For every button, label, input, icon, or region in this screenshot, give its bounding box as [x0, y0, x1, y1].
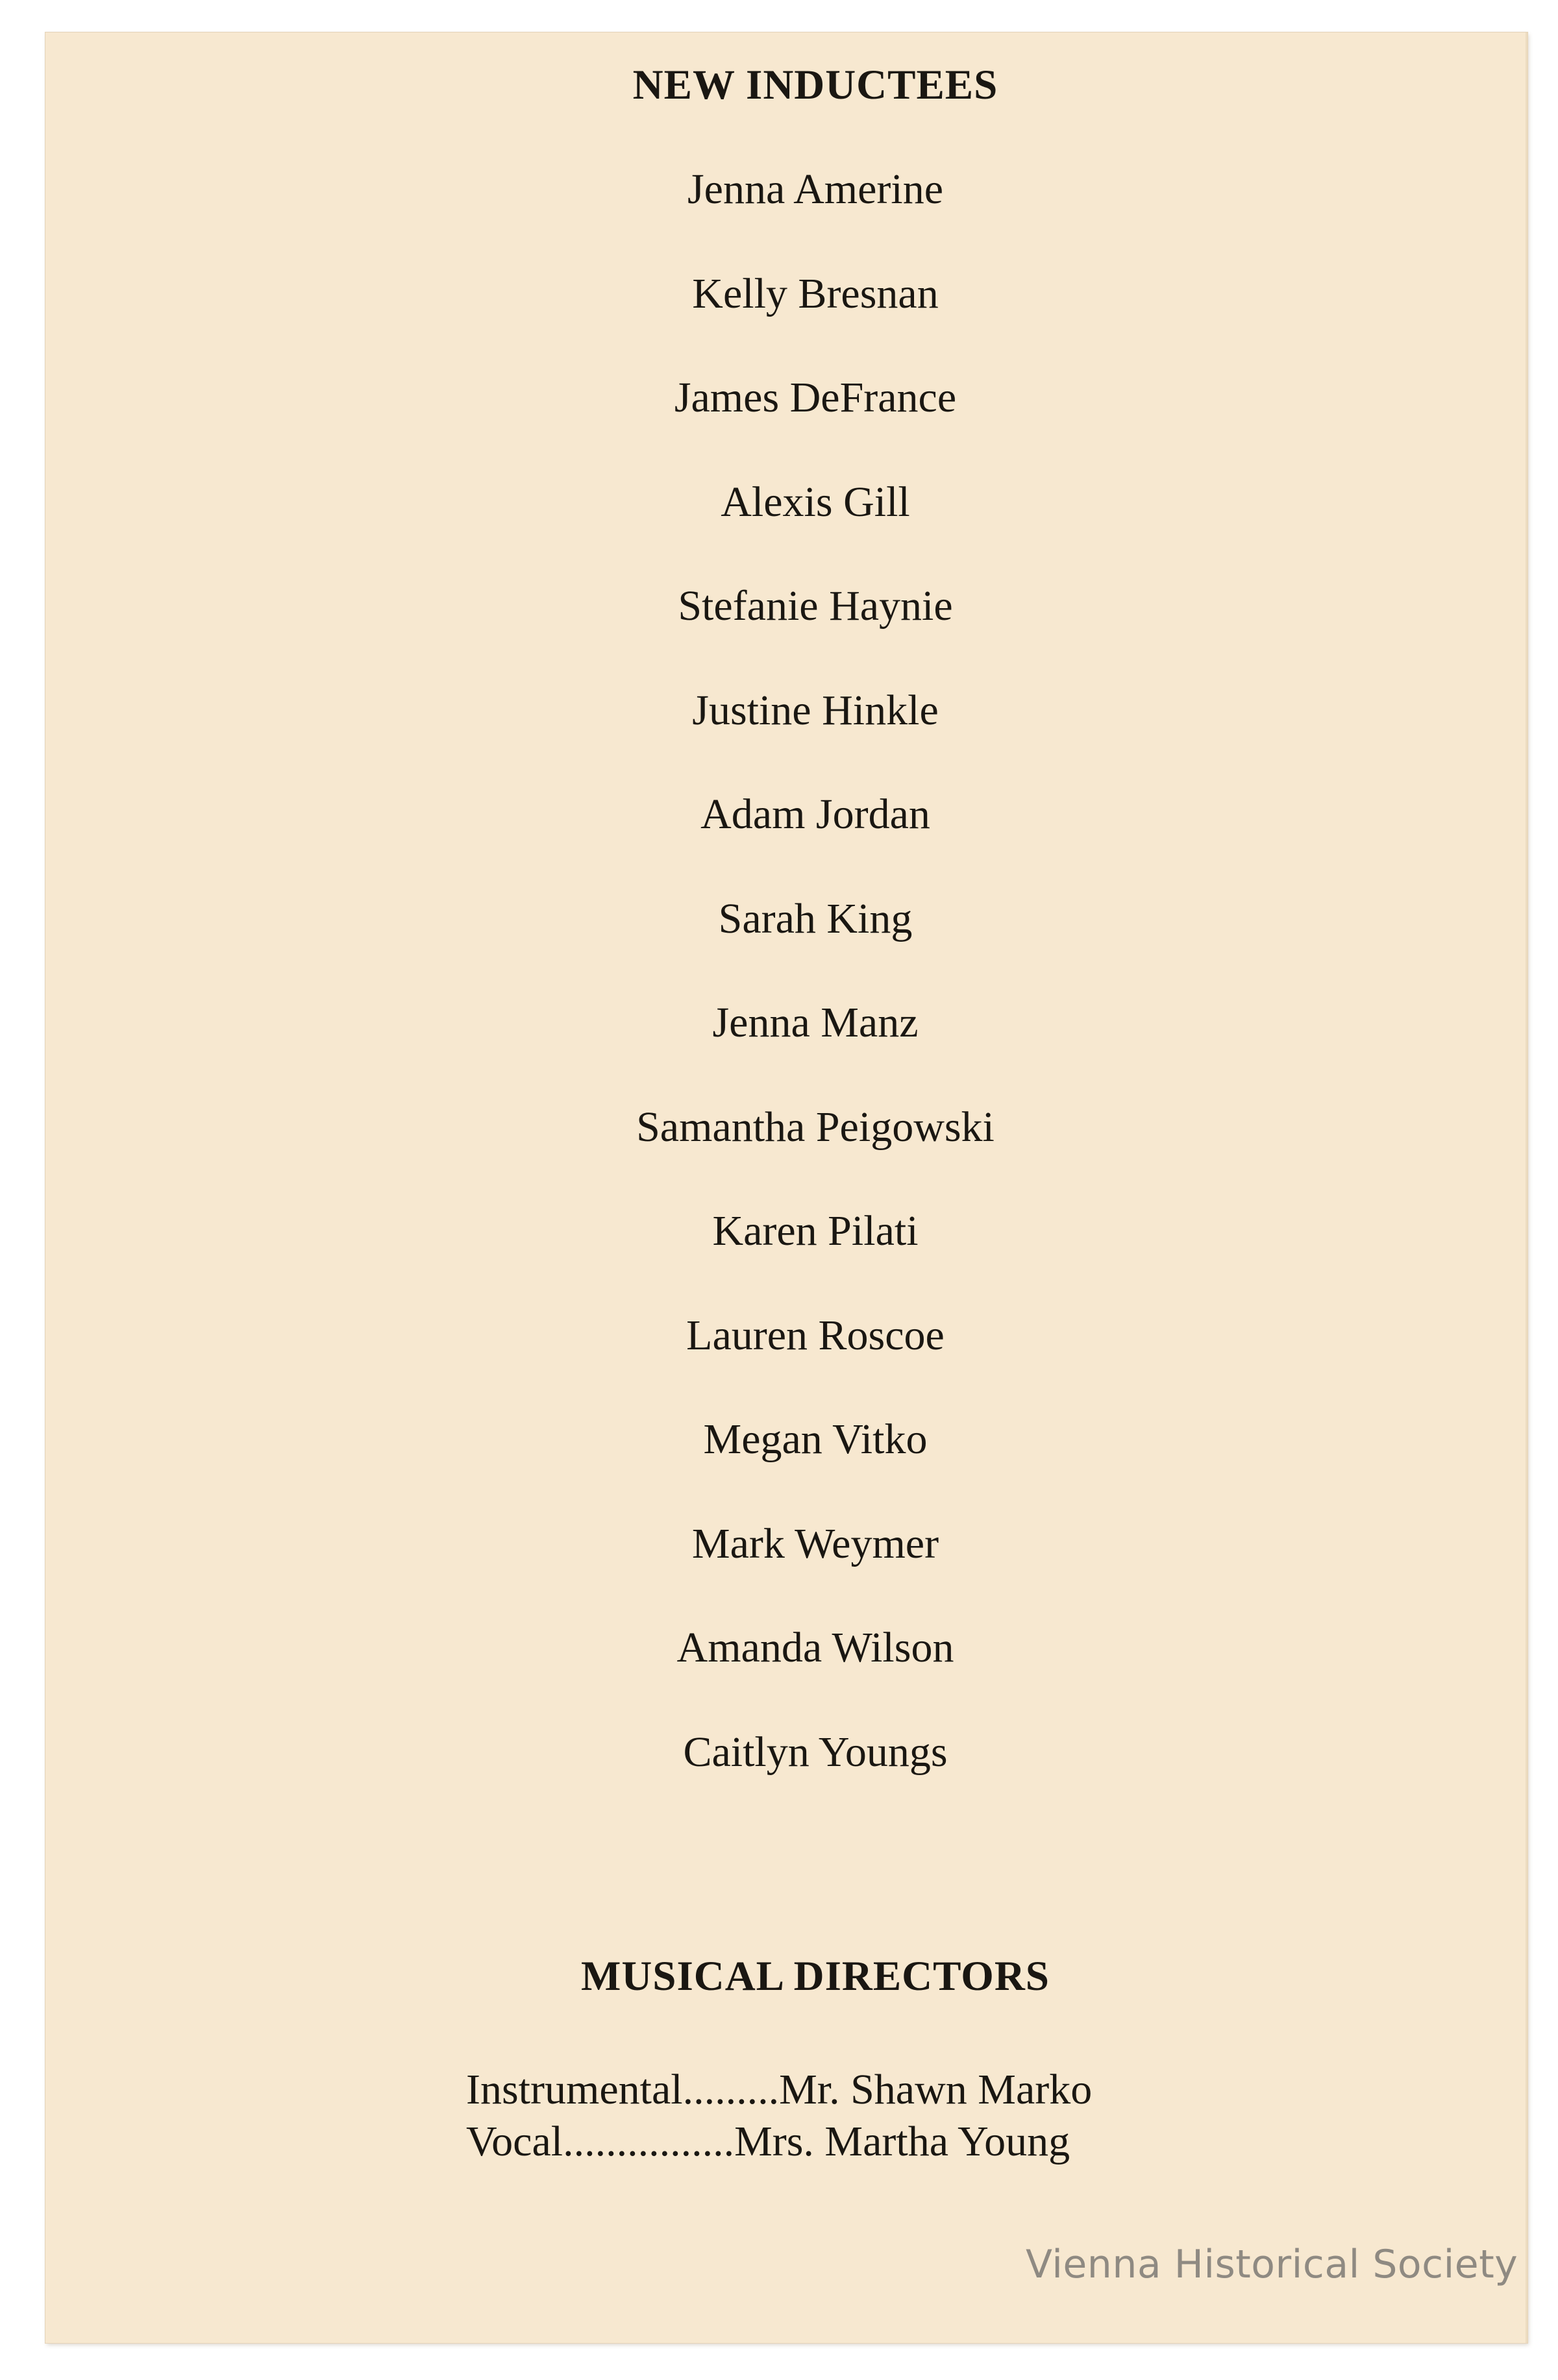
inductee-name: Sarah King [718, 894, 913, 942]
inductee-name: Caitlyn Youngs [683, 1728, 948, 1776]
inductee-list [36, 164, 1558, 1830]
inductee-name: Megan Vitko [703, 1416, 928, 1463]
inductee-name: Amanda Wilson [676, 1624, 954, 1671]
instrumental-director: Instrumental.........Mr. Shawn Marko [466, 2066, 1093, 2113]
inductee-name: Mark Weymer [691, 1519, 939, 1567]
inductee-name: James DeFrance [674, 374, 957, 421]
vocal-director: Vocal................Mrs. Martha Young [466, 2118, 1070, 2165]
inductee-name: Stefanie Haynie [678, 582, 953, 630]
inductee-name: Jenna Manz [712, 999, 919, 1046]
inductee-name: Kelly Bresnan [692, 269, 939, 317]
musical-directors-heading: MUSICAL DIRECTORS [581, 1953, 1050, 2000]
new-inductees-heading: NEW INDUCTEES [632, 62, 998, 108]
inductee-name: Adam Jordan [700, 791, 930, 838]
directors-list [466, 2064, 1092, 2168]
inductee-name: Justine Hinkle [692, 686, 939, 734]
inductee-name: Alexis Gill [721, 478, 910, 526]
inductee-name: Karen Pilati [712, 1207, 919, 1255]
inductee-name: Samantha Peigowski [636, 1103, 995, 1151]
inductee-name: Lauren Roscoe [686, 1311, 945, 1359]
watermark: Vienna Historical Society [1026, 2242, 1518, 2287]
inductee-name: Jenna Amerine [687, 166, 944, 213]
